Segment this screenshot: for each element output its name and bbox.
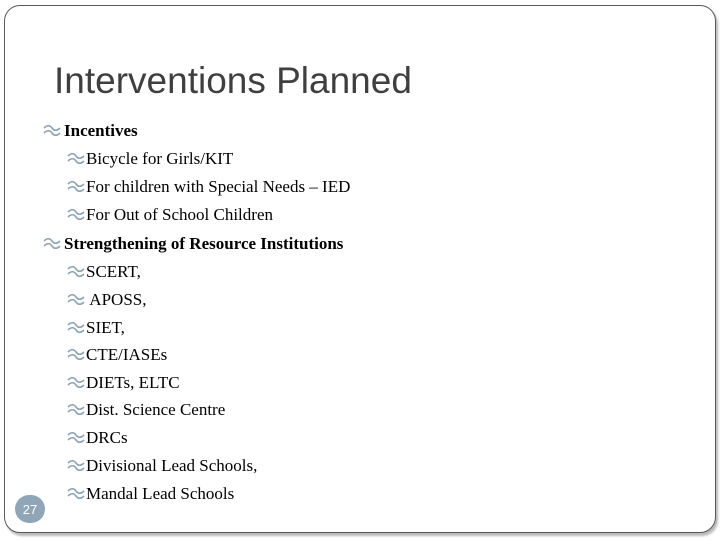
wavy-bullet-icon — [67, 431, 85, 445]
bullet-item — [67, 176, 350, 198]
bullet-text: DIETs, ELTC — [86, 373, 180, 392]
bullet-item — [67, 372, 180, 394]
wavy-bullet-icon — [67, 208, 85, 222]
wavy-bullet-icon — [67, 265, 85, 279]
bullet-item — [67, 204, 273, 226]
wavy-bullet-icon — [43, 237, 61, 251]
wavy-bullet-icon — [67, 152, 85, 166]
bullet-text: SIET, — [86, 318, 125, 337]
wavy-bullet-icon — [67, 180, 85, 194]
bullet-item — [67, 427, 128, 449]
page-number-badge — [15, 495, 45, 523]
bullet-text: For Out of School Children — [86, 205, 273, 224]
page-number: 27 — [22, 501, 38, 517]
bullet-text: DRCs — [86, 428, 128, 447]
wavy-bullet-icon — [67, 487, 85, 501]
bullet-item — [43, 120, 138, 142]
wavy-bullet-icon — [43, 124, 61, 138]
bullet-item — [67, 455, 257, 477]
bullet-item — [67, 317, 125, 339]
wavy-bullet-icon — [67, 321, 85, 335]
wavy-bullet-icon — [67, 293, 85, 307]
bullet-text: For children with Special Needs – IED — [86, 177, 351, 196]
wavy-bullet-icon — [67, 348, 85, 362]
bullet-item — [67, 344, 167, 366]
bullet-text: Divisional Lead Schools, — [86, 456, 258, 475]
bullet-text: Dist. Science Centre — [86, 400, 226, 419]
bullet-text: Mandal Lead Schools — [86, 484, 235, 503]
wavy-bullet-icon — [67, 376, 85, 390]
bullet-item — [43, 233, 343, 255]
slide-title: Interventions Planned — [54, 60, 412, 101]
bullet-item — [67, 261, 141, 283]
bullet-text: Bicycle for Girls/KIT — [86, 149, 234, 168]
wavy-bullet-icon — [67, 459, 85, 473]
bullet-item — [67, 289, 146, 311]
bullet-text: Incentives — [64, 121, 138, 140]
bullet-text: CTE/IASEs — [86, 345, 168, 364]
bullet-item — [67, 399, 225, 421]
bullet-item — [67, 483, 234, 505]
bullet-text: Strengthening of Resource Institutions — [64, 234, 344, 253]
bullet-text: SCERT, — [86, 262, 141, 281]
wavy-bullet-icon — [67, 403, 85, 417]
bullet-item — [67, 148, 233, 170]
bullet-text: APOSS, — [86, 290, 147, 309]
